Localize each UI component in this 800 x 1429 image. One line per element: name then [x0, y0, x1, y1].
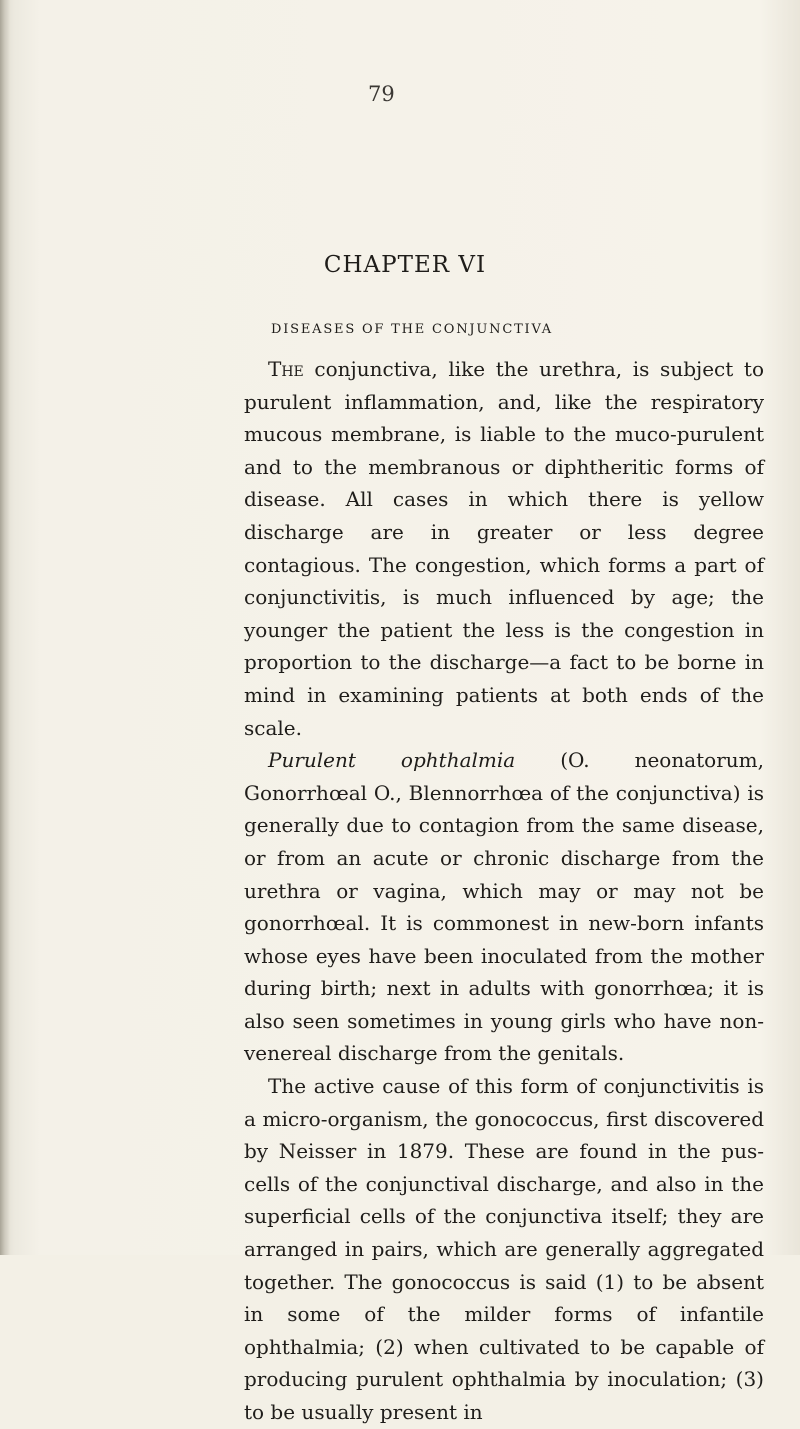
- paragraph-3: The active cause of this form of conjunctivitis is a micro-organism, the gonococcus, first discovered by Neisser in 1879. These are found in the pus-cells of the conjunctival discharge, and also in the superficial cells of the conjunctiva itself; they are arranged in pairs, which are generally aggregated together. The gonococcus is said (1) to be absent in some of the milder forms of infantile ophthalmia; (2) when cultivated to be capable of producing purulent ophthalmia by inoculation; (3) to be usually present in: [244, 1074, 764, 1424]
- paragraph-1: [244, 353, 764, 744]
- paragraph-2-term: Purulent ophthalmia: [268, 748, 516, 773]
- paragraph-2-text: (O. neonatorum, Gonorrhœal O., Blennorrhœa of the conjunctiva) is generally due to contagion from the same disease, or from an acute or chronic discharge from the urethra or vagina, which may or may not be gonorrhœal. It is commonest in new-born infants whose eyes have been inoculated from the mother during birth; next in adults with gonorrhœa; it is also seen sometimes in young girls who have non-venereal discharge from the genitals.: [244, 748, 764, 1066]
- page-number: 79: [368, 82, 395, 106]
- paragraph-1-lead-word: The: [268, 357, 304, 381]
- paragraph-2: [244, 744, 764, 1070]
- chapter-title: CHAPTER VI: [323, 252, 487, 278]
- paragraph-1-text: conjunctiva, like the urethra, is subject to purulent inflammation, and, like the respiratory mucous membrane, is liable to the muco-purulent and to the membranous or diphtheritic forms of disease. All cases in which there is yellow discharge are in greater or less degree contagious. The congestion, which forms a part of conjunctivitis, is much influenced by age; the younger the patient the less is the congestion in proportion to the discharge—a fact to be borne in mind in examining patients at both ends of the scale.: [244, 357, 764, 740]
- body-text: [244, 353, 764, 1429]
- page-binding-edge: [0, 0, 10, 1255]
- chapter-subtitle: DISEASES OF THE CONJUNCTIVA: [271, 322, 553, 337]
